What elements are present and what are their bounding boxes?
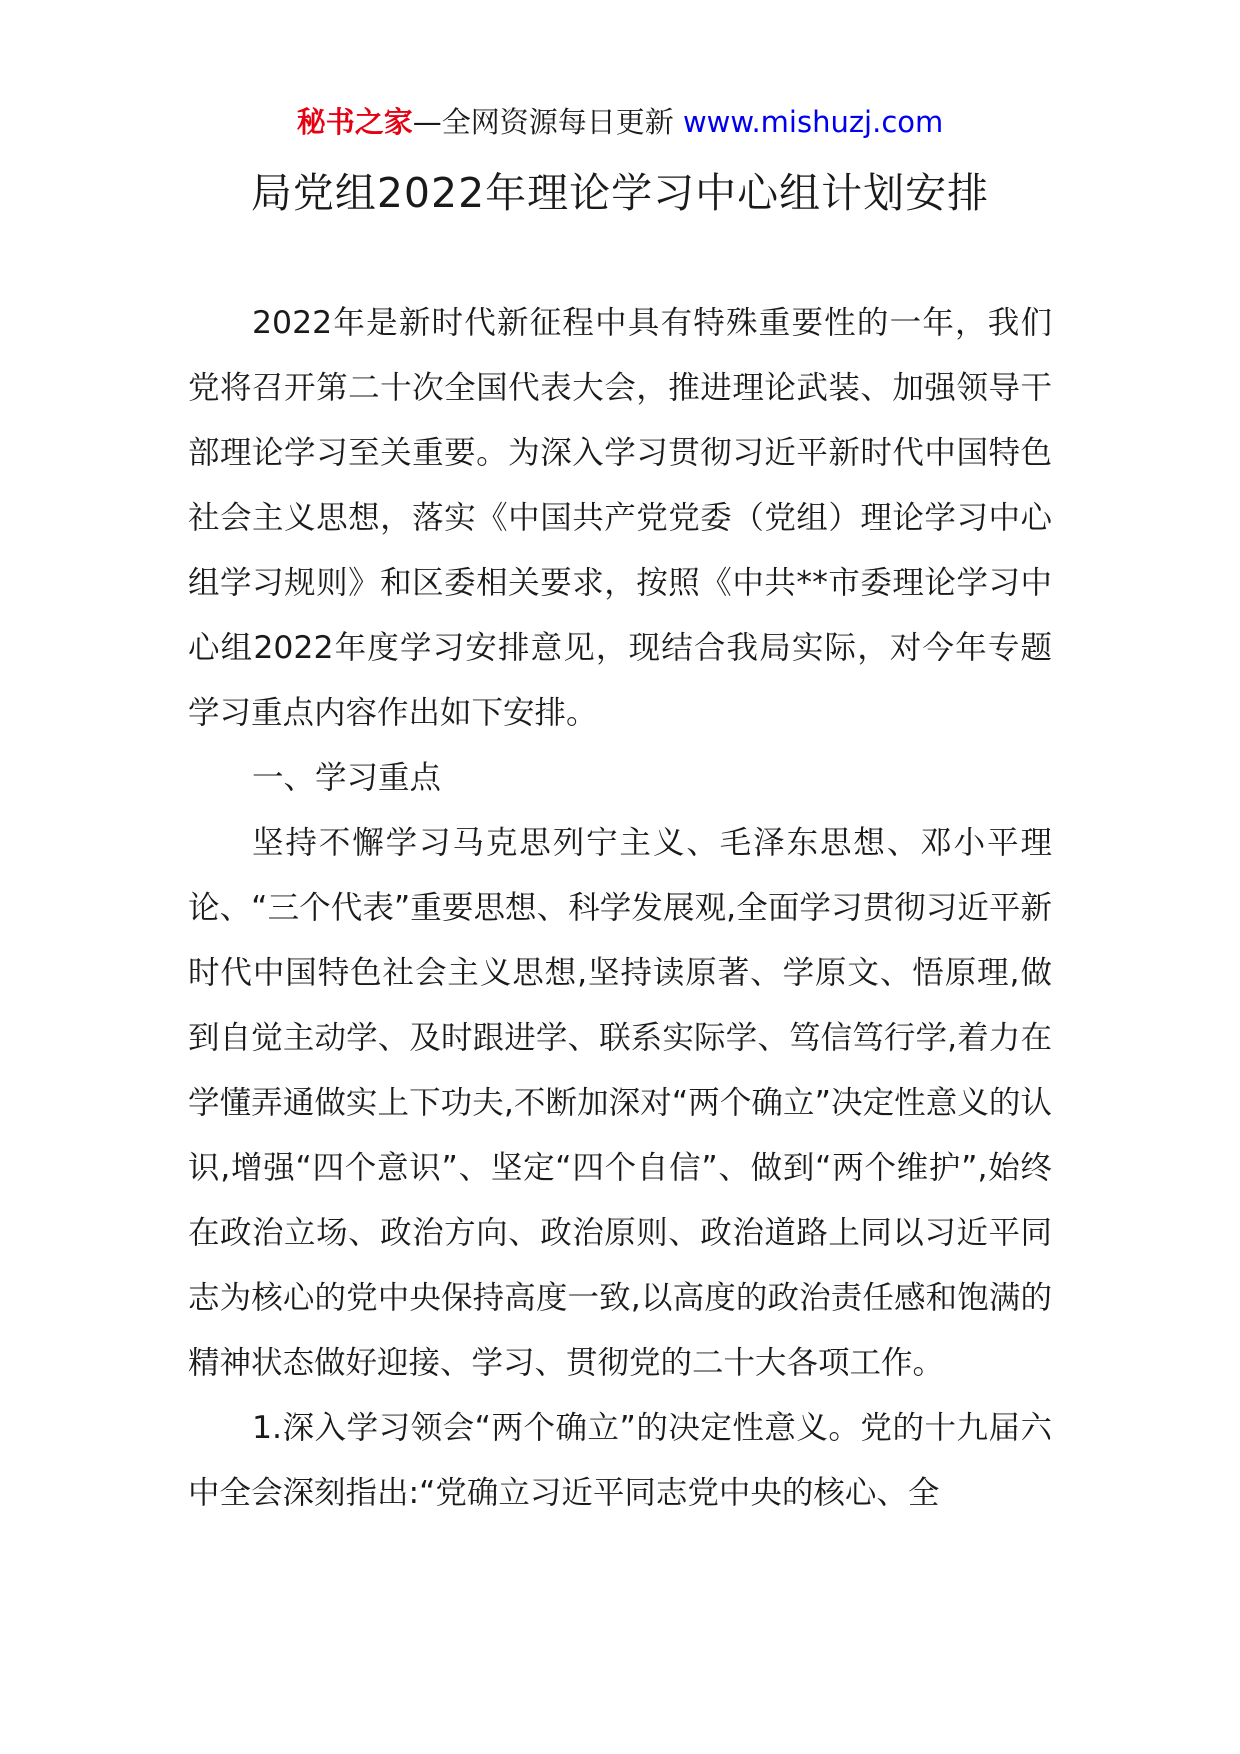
document-title: 局党组2022年理论学习中心组计划安排 [250, 169, 990, 217]
site-tagline: —全网资源每日更新 [412, 105, 674, 139]
site-brand: 秘书之家 [296, 105, 413, 139]
intro-paragraph: 2022年是新时代新征程中具有特殊重要性的一年，我们党将召开第二十次全国代表大会，推进理论武装、加强领导干部理论学习至关重要。为深入学习贯彻习近平新时代中国特色社会主义思想，落实《中国共产党党委（党组）理论学习中心组学习规则》和区委相关要求，按照《中共**市委理论学习中心组2022年度学习安排意见，现结合我局实际，对今年专题学习重点内容作出如下安排。 [188, 305, 1052, 731]
section-paragraph: 坚持不懈学习马克思列宁主义、毛泽东思想、邓小平理论、“三个代表”重要思想、科学发展观,全面学习贯彻习近平新时代中国特色社会主义思想,坚持读原著、学原文、悟原理,做到自觉主动学、及时跟进学、联系实际学、笃信笃行学,着力在学懂弄通做实上下功夫,不断加深对“两个确立”决定性意义的认识,增强“四个意识”、坚定“四个自信”、做到“两个维护”,始终在政治立场、政治方向、政治原则、政治道路上同以习近平同志为核心的党中央保持高度一致,以高度的政治责任感和饱满的精神状态做好迎接、学习、贯彻党的二十大各项工作。 [188, 825, 1052, 1381]
section-heading-study-focus: 一、学习重点 [252, 760, 442, 796]
site-banner [0, 100, 1240, 144]
numbered-item-paragraph: 1.深入学习领会“两个确立”的决定性意义。党的十九届六中全会深刻指出:“党确立习近平同志党中央的核心、全 [188, 1410, 1052, 1511]
document-body [188, 291, 1052, 1526]
site-url-link[interactable]: www.mishuzj.com [682, 105, 944, 139]
